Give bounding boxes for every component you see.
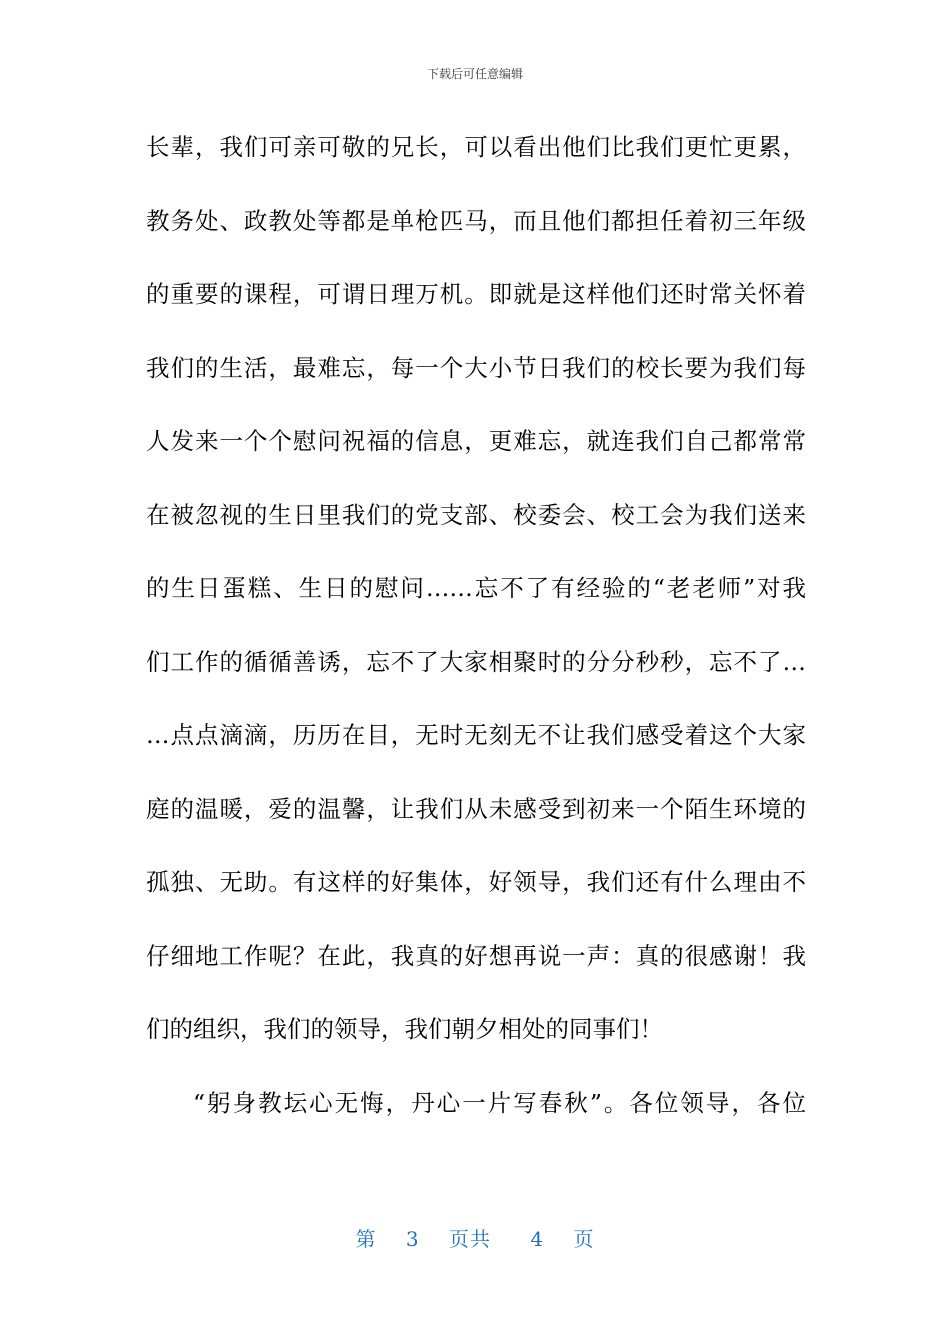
document-body (146, 124, 806, 1153)
text-line-7: 的生日蛋糕、生日的慰问……忘不了有经验的“老老师”对我 (146, 574, 806, 602)
footer-page-current: 3 (405, 1227, 420, 1251)
text-line-1: 长辈，我们可亲可敬的兄长，可以看出他们比我们更忙更累， (146, 133, 806, 161)
text-line-9: …点点滴滴，历历在目，无时无刻无不让我们感受着这个大家 (146, 721, 806, 749)
text-line-13: 们的组织，我们的领导，我们朝夕相处的同事们！ (146, 1015, 663, 1043)
text-line-10: 庭的温暖，爱的温馨，让我们从未感受到初来一个陌生环境的 (146, 794, 806, 823)
page-footer (0, 1226, 950, 1252)
text-line-11: 孤独、无助。有这样的好集体，好领导，我们还有什么理由不 (146, 868, 806, 896)
footer-page-total: 4 (530, 1227, 545, 1251)
text-line-4: 我们的生活，最难忘，每一个大小节日我们的校长要为我们每 (146, 353, 806, 382)
page-header-note: 下载后可任意编辑 (426, 67, 523, 81)
footer-middle: 页共 (449, 1227, 491, 1251)
footer-suffix: 页 (573, 1227, 595, 1251)
text-line-2: 教务处、政教处等都是单枪匹马，而且他们都担任着初三年级 (146, 206, 806, 235)
text-line-8: 们工作的循循善诱，忘不了大家相聚时的分分秒秒，忘不了… (146, 647, 806, 676)
text-line-3: 的重要的课程，可谓日理万机。即就是这样他们还时常关怀着 (146, 280, 806, 308)
text-line-6: 在被忽视的生日里我们的党支部、校委会、校工会为我们送来 (146, 500, 806, 529)
text-line-14: “躬身教坛心无悔，丹心一片写春秋”。各位领导，各位 (193, 1088, 806, 1117)
footer-prefix: 第 (355, 1227, 377, 1251)
text-line-12: 仔细地工作呢？在此，我真的好想再说一声：真的很感谢！我 (146, 941, 806, 970)
text-line-5: 人发来一个个慰问祝福的信息，更难忘，就连我们自己都常常 (146, 427, 806, 455)
